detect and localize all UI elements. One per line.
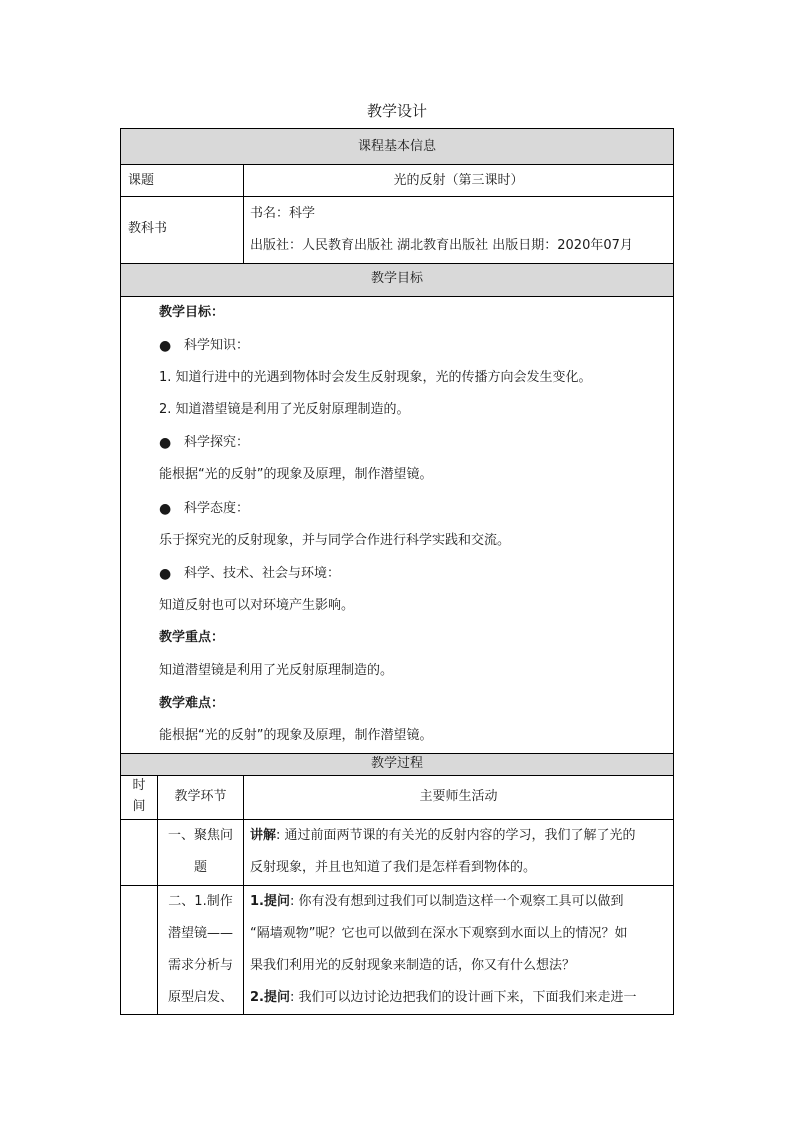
topic-label: 课题 — [128, 173, 155, 188]
row2-activity-line4: 2.提问: 我们可以边讨论边把我们的设计画下来，下面我们来走进一 — [250, 990, 637, 1005]
row2-activity-label-1: 1.提问 — [250, 894, 290, 909]
difficulty-heading: 教学难点： — [159, 696, 225, 711]
col-activity: 主要师生活动 — [419, 789, 498, 804]
attitude-label: 科学态度： — [184, 501, 250, 516]
lesson-plan-table — [120, 128, 674, 1015]
sts-label: 科学、技术、社会与环境： — [184, 566, 341, 581]
publisher-line: 出版社：人民教育出版社 湖北教育出版社 出版日期：2020年07月 — [250, 238, 633, 253]
row2-activity-label-2: 2.提问 — [250, 990, 290, 1005]
textbook-label: 教科书 — [128, 221, 168, 236]
row2-stage-line1: 二、1.制作 — [168, 894, 233, 909]
bullet-icon: ● — [159, 501, 172, 517]
bullet-icon: ● — [159, 435, 172, 451]
bullet-icon: ● — [159, 566, 172, 582]
book-name: 书名：科学 — [250, 206, 316, 221]
row2-activity-line2: “隔墙观物”呢？它也可以做到在深水下观察到水面以上的情况？如 — [250, 926, 628, 941]
row1-activity-label: 讲解 — [250, 828, 277, 843]
knowledge-item-1: 1. 知道行进中的光遇到物体时会发生反射现象，光的传播方向会发生变化。 — [159, 370, 592, 385]
objectives-heading: 教学目标： — [159, 305, 225, 320]
document-title: 教学设计 — [366, 102, 427, 120]
row1-activity-line2: 反射现象，并且也知道了我们是怎样看到物体的。 — [250, 860, 537, 875]
inquiry-label: 科学探究： — [184, 435, 250, 450]
topic-value: 光的反射（第三课时） — [393, 173, 524, 188]
col-stage: 教学环节 — [174, 789, 227, 804]
row2-stage-line2: 潜望镜—— — [167, 926, 233, 941]
col-time-line-1: 时 — [132, 778, 146, 793]
row2-activity-line1: 1.提问: 你有没有想到过我们可以制造这样一个观察工具可以做到 — [250, 894, 624, 909]
difficulty-text: 能根据“光的反射”的现象及原理，制作潜望镜。 — [159, 728, 433, 743]
key-heading: 教学重点： — [159, 630, 225, 645]
row1-stage-line2: 题 — [193, 860, 207, 875]
knowledge-label: 科学知识： — [184, 338, 250, 353]
basic-info-header: 课程基本信息 — [357, 139, 436, 154]
process-header: 教学过程 — [370, 756, 423, 771]
row2-stage-line3: 需求分析与 — [167, 958, 233, 973]
bullet-icon: ● — [159, 338, 172, 354]
row2-activity-line3: 果我们利用光的反射现象来制造的话，你又有什么想法？ — [250, 958, 576, 973]
row1-activity-line1: 讲解: 通过前面两节课的有关光的反射内容的学习，我们了解了光的 — [250, 828, 636, 843]
knowledge-item-2: 2. 知道潜望镜是利用了光反射原理制造的。 — [159, 402, 410, 417]
row2-stage-line4: 原型启发、 — [167, 990, 233, 1005]
attitude-text: 乐于探究光的反射现象，并与同学合作进行科学实践和交流。 — [159, 533, 511, 548]
objectives-header: 教学目标 — [370, 271, 423, 286]
inquiry-text: 能根据“光的反射”的现象及原理，制作潜望镜。 — [159, 467, 433, 482]
key-text: 知道潜望镜是利用了光反射原理制造的。 — [159, 663, 394, 678]
row1-stage-line1: 一、聚焦问 — [167, 828, 233, 843]
sts-text: 知道反射也可以对环境产生影响。 — [159, 598, 355, 613]
col-time-line-2: 间 — [132, 799, 146, 814]
